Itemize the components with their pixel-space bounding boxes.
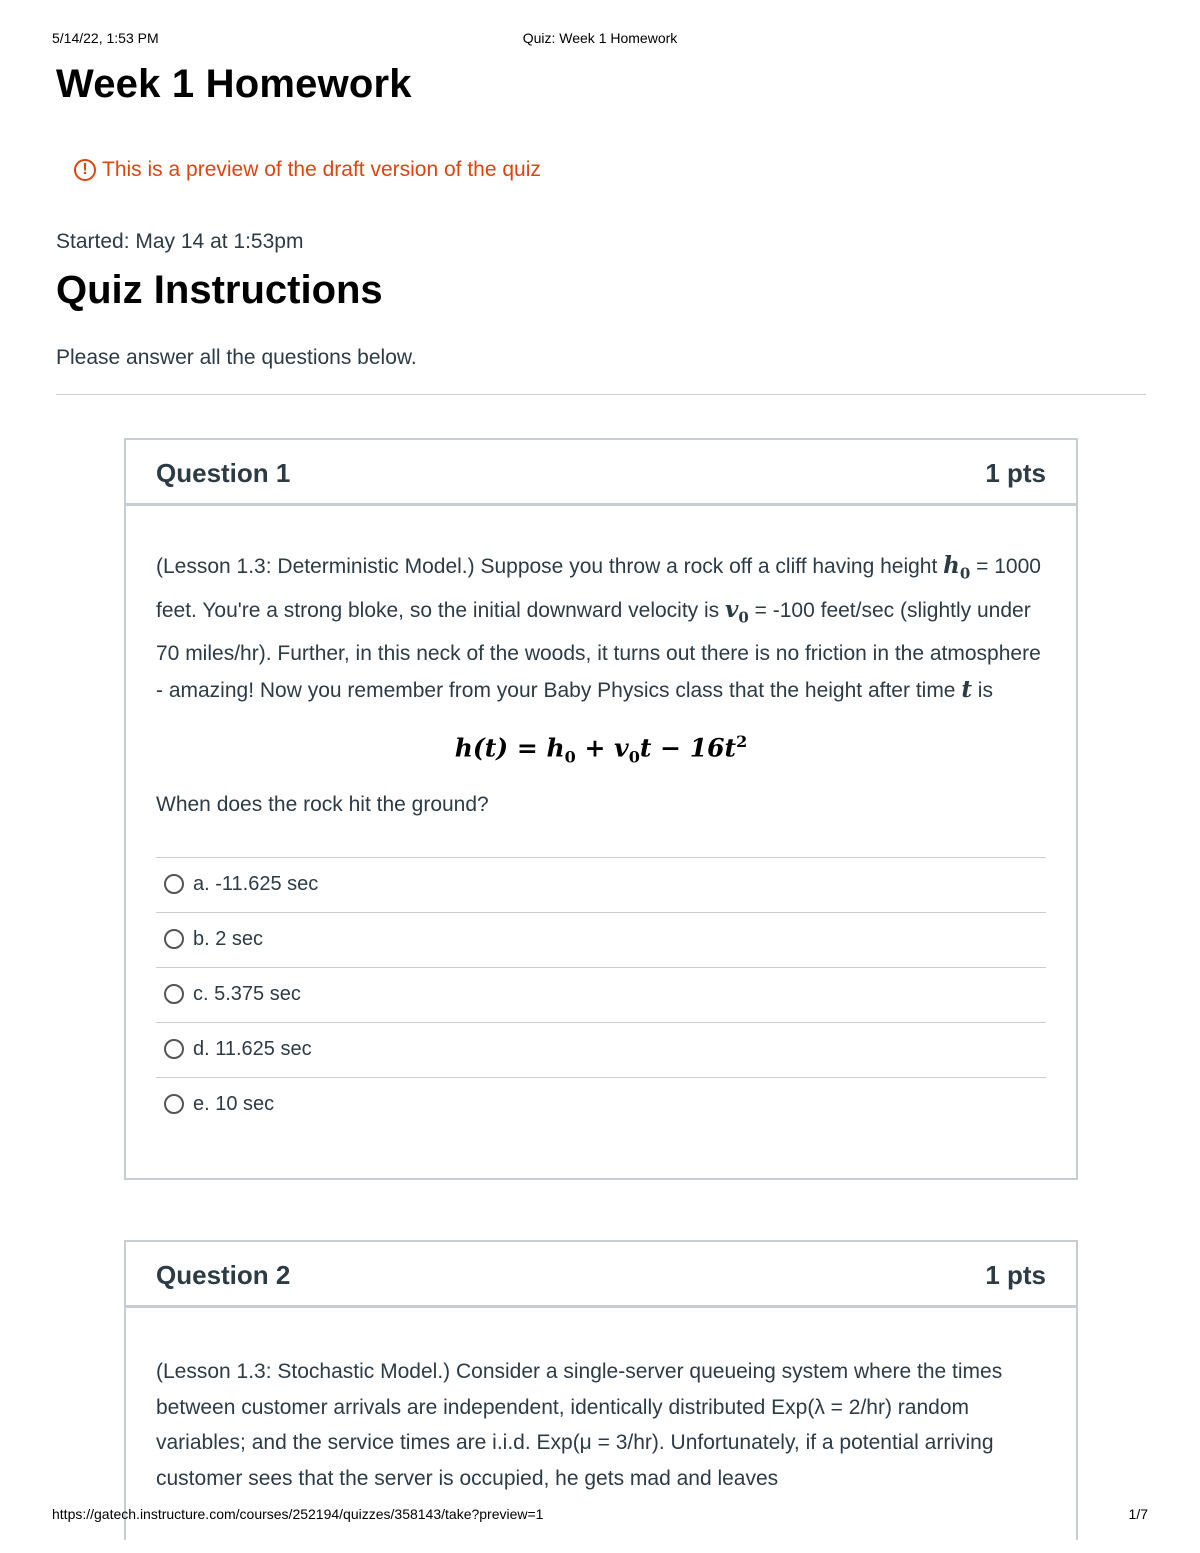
instructions-text: Please answer all the questions below. <box>56 346 417 369</box>
math-h0 <box>943 552 971 583</box>
question-title: Question 2 <box>156 1260 291 1290</box>
formula-superscript: 2 <box>736 732 748 752</box>
radio-button[interactable] <box>164 929 184 949</box>
preview-alert <box>74 158 541 182</box>
answer-label[interactable]: e. 10 sec <box>193 1092 275 1115</box>
formula-part: + v <box>575 733 629 763</box>
math-t: t <box>961 675 972 703</box>
question-prompt: When does the rock hit the ground? <box>156 793 489 817</box>
answer-option-c[interactable] <box>156 968 1046 1023</box>
formula-subscript: 0 <box>564 747 576 767</box>
question-text: (Lesson 1.3: Stochastic Model.) Consider a single-server queueing system where the times between customer arrivals are independent, identically distributed Exp(λ = 2/hr) random variables; and the service times are i.i.d. Exp(μ = 3/hr). Unfortunately, if a potential arriving customer sees that the server is occupied, he gets mad and leaves <box>156 1360 1003 1490</box>
print-header <box>52 30 1148 48</box>
print-datetime: 5/14/22, 1:53 PM <box>52 30 159 46</box>
print-url: https://gatech.instructure.com/courses/252194/quizzes/358143/take?preview=1 <box>52 1506 544 1522</box>
math-subscript: 0 <box>959 564 971 583</box>
question-title: Question 1 <box>156 458 291 488</box>
print-footer <box>52 1506 1148 1524</box>
formula-part: t − 16t <box>639 733 737 763</box>
question-text-part: = 1000 feet. You're a strong bloke, so the initial downward velocity is <box>156 555 1041 623</box>
answer-label[interactable]: c. 5.375 sec <box>193 982 301 1005</box>
question-text-part: is <box>971 678 993 702</box>
warning-icon: ! <box>74 159 96 181</box>
question-text <box>156 548 1046 708</box>
question-body <box>126 506 1076 1133</box>
answer-label[interactable]: d. 11.625 sec <box>193 1037 312 1060</box>
question-header <box>126 440 1076 506</box>
print-page-title: Quiz: Week 1 Homework <box>522 30 678 46</box>
math-symbol: h <box>943 552 960 579</box>
question-body <box>126 1308 1076 1496</box>
answer-option-b[interactable] <box>156 913 1046 968</box>
section-divider <box>56 394 1146 395</box>
math-subscript: 0 <box>738 608 749 627</box>
print-page-counter: 1/7 <box>1128 1506 1148 1522</box>
radio-button[interactable] <box>164 1094 184 1114</box>
question-card-1 <box>124 438 1078 1180</box>
math-v0 <box>725 596 749 627</box>
answer-option-a[interactable] <box>156 858 1046 913</box>
answer-list <box>156 857 1046 1133</box>
radio-button[interactable] <box>164 874 184 894</box>
answer-label[interactable]: a. -11.625 sec <box>193 872 319 895</box>
answer-option-d[interactable] <box>156 1023 1046 1078</box>
question-text-part: (Lesson 1.3: Deterministic Model.) Suppose you throw a rock off a cliff having height <box>156 555 944 578</box>
quiz-title: Week 1 Homework <box>56 62 412 106</box>
question-text-part: = -100 feet/sec (slightly under 70 miles/hr). Further, in this neck of the woods, it turns out there is no friction in the atmosphere - amazing! Now you remember from your Baby Physics class that the height after time <box>156 599 1041 702</box>
radio-button[interactable] <box>164 984 184 1004</box>
question-card-2 <box>124 1240 1078 1540</box>
answer-label[interactable]: b. 2 sec <box>193 927 264 950</box>
height-formula <box>156 724 1046 775</box>
formula-subscript: 0 <box>628 747 640 767</box>
started-timestamp: Started: May 14 at 1:53pm <box>56 230 304 253</box>
answer-option-e[interactable] <box>156 1078 1046 1133</box>
question-points: 1 pts <box>985 1260 1046 1290</box>
preview-alert-text: This is a preview of the draft version of the quiz <box>102 158 541 181</box>
radio-button[interactable] <box>164 1039 184 1059</box>
question-header <box>126 1242 1076 1308</box>
formula-part: h(t) = h <box>454 733 565 763</box>
math-symbol: v <box>725 596 739 624</box>
instructions-heading: Quiz Instructions <box>56 268 383 312</box>
question-points: 1 pts <box>985 458 1046 488</box>
